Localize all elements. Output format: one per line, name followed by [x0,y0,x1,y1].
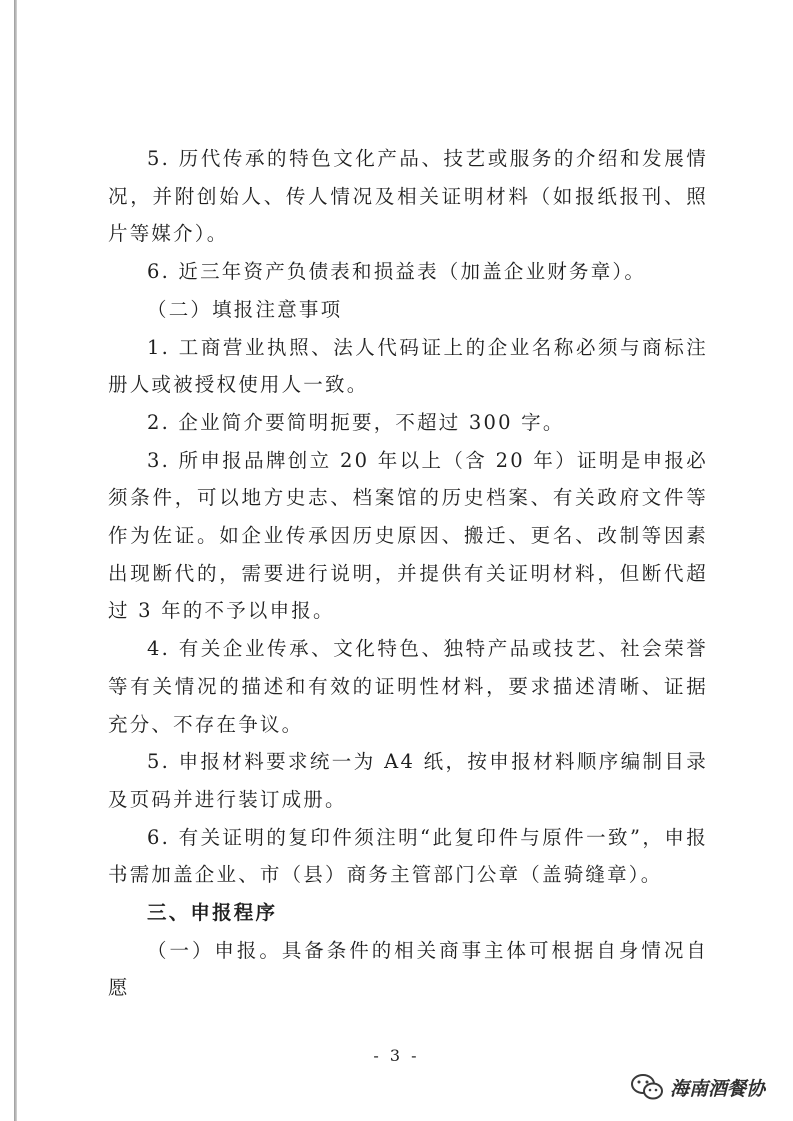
section-heading-procedure: 三、申报程序 [147,901,278,925]
scan-edge [14,0,17,1121]
paragraph-4: 2. 企业简介要简明扼要，不超过 300 字。 [147,410,565,434]
paragraph-2: 6. 近三年资产负债表和损益表（加盖企业财务章）。 [147,260,647,284]
paragraph-6: 4. 有关企业传承、文化特色、独特产品或技艺、社会荣誉等有关情况的描述和有效的证明性材料，要求描述清晰、证据充分、不存在争议。 [108,637,708,736]
paragraph-3: 1. 工商营业执照、法人代码证上的企业名称必须与商标注册人或被授权使用人一致。 [108,335,708,397]
paragraph-9: （一）申报。具备条件的相关商事主体可根据自身情况自愿 [108,938,708,1000]
paragraph-5: 3. 所申报品牌创立 20 年以上（含 20 年）证明是申报必须条件，可以地方史志、档案馆的历史档案、有关政府文件等作为佐证。如企业传承因历史原因、搬迁、更名、改制等因素出现断代的，需要进行说明，并提供有关证明材料，但断代超过 3 年的不予以申报。 [108,448,708,623]
wechat-icon [630,1073,664,1101]
watermark-label: 海南酒餐协 [670,1077,766,1100]
subheading-filling-notes: （二）填报注意事项 [147,297,343,321]
paragraph-1: 5. 历代传承的特色文化产品、技艺或服务的介绍和发展情况，并附创始人、传人情况及相关证明材料（如报纸报刊、照片等媒介）。 [108,147,708,246]
page-number: - 3 - [373,1046,420,1065]
paragraph-8: 6. 有关证明的复印件须注明“此复印件与原件一致”，申报书需加盖企业、市（县）商务主管部门公章（盖骑缝章）。 [108,825,708,887]
document-body [108,140,708,1007]
watermark [630,1070,765,1104]
paragraph-7: 5. 申报材料要求统一为 A4 纸，按申报材料顺序编制目录及页码并进行装订成册。 [108,750,708,811]
